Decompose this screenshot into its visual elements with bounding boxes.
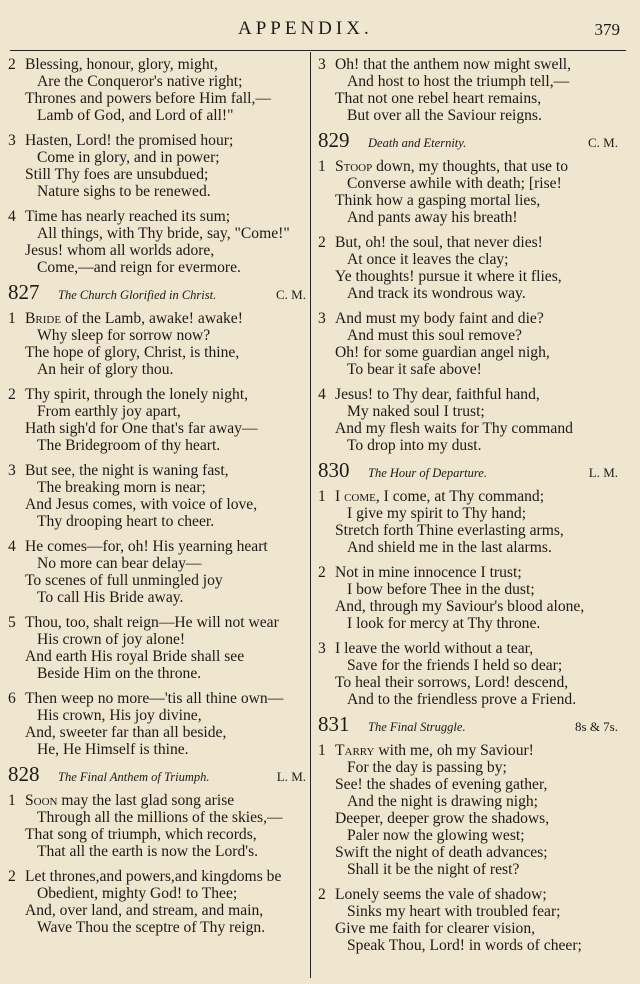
verse-first-word: I come bbox=[335, 488, 376, 505]
verse-line bbox=[318, 640, 618, 657]
hymn-heading bbox=[318, 128, 618, 152]
verse-text: All things, with Thy bride, say, "Come!" bbox=[37, 225, 290, 242]
verse-text: Thy spirit, through the lonely night, bbox=[25, 386, 249, 403]
hymn-meter: C. M. bbox=[588, 135, 618, 150]
page-header bbox=[0, 18, 640, 46]
verse-text: Obedient, mighty God! to Thee; bbox=[37, 885, 238, 902]
verse-line bbox=[8, 56, 306, 73]
stanza-number: 3 bbox=[318, 640, 326, 657]
verse-text: Give me faith for clearer vision, bbox=[335, 920, 536, 937]
verse-line bbox=[318, 920, 618, 937]
verse-line bbox=[318, 437, 618, 454]
header-rule bbox=[10, 50, 626, 51]
verse-first-word: Soon bbox=[25, 792, 58, 809]
stanza-number: 2 bbox=[8, 56, 16, 73]
verse-text: Blessing, honour, glory, might, bbox=[25, 56, 218, 73]
hymn-heading bbox=[318, 712, 618, 736]
verse-line bbox=[318, 903, 618, 920]
verse-line bbox=[318, 327, 618, 344]
verse-text: Are the Conqueror's native right; bbox=[37, 73, 243, 90]
hymn-number: 829 bbox=[318, 128, 350, 152]
stanza-number: 2 bbox=[318, 234, 326, 251]
verse-line bbox=[318, 505, 618, 522]
verse-text: Save for the friends I held so dear; bbox=[347, 657, 563, 674]
verse-text: with me, oh my Saviour! bbox=[374, 742, 534, 759]
verse-text: Lamb of God, and Lord of all!" bbox=[37, 107, 234, 124]
verse-text: Speak Thou, Lord! in words of cheer; bbox=[347, 937, 582, 954]
verse-line bbox=[318, 522, 618, 539]
verse-line bbox=[318, 827, 618, 844]
verse-text: may the last glad song arise bbox=[57, 792, 235, 809]
verse-line bbox=[318, 344, 618, 361]
verse-text: And Jesus comes, with voice of love, bbox=[25, 496, 258, 513]
verse-text: His crown, His joy divine, bbox=[37, 707, 202, 724]
verse-text: The hope of glory, Christ, is thine, bbox=[25, 344, 240, 361]
verse-line bbox=[318, 175, 618, 192]
verse-text: To scenes of full unmingled joy bbox=[25, 572, 223, 589]
verse-first-word: Bride bbox=[25, 310, 62, 327]
hymn-meter: 8s & 7s. bbox=[575, 719, 618, 734]
hymn-heading bbox=[8, 762, 306, 786]
verse-line bbox=[318, 251, 618, 268]
verse-text: Thy drooping heart to cheer. bbox=[37, 513, 215, 530]
verse-text: Wave Thou the sceptre of Thy reign. bbox=[37, 919, 266, 936]
verse-text: To drop into my dust. bbox=[347, 437, 482, 454]
verse-line bbox=[8, 614, 306, 631]
stanza bbox=[318, 234, 618, 302]
verse-text: He comes—for, oh! His yearning heart bbox=[25, 538, 268, 555]
verse-text: The breaking morn is near; bbox=[37, 479, 206, 496]
verse-text: That song of triumph, which records, bbox=[25, 826, 257, 843]
verse-text: And, through my Saviour's blood alone, bbox=[335, 598, 585, 615]
verse-text: No more can bear delay— bbox=[37, 555, 202, 572]
verse-text: See! the shades of evening gather, bbox=[335, 776, 548, 793]
hymn-heading bbox=[8, 280, 306, 304]
verse-text: To bear it safe above! bbox=[347, 361, 482, 378]
verse-line bbox=[318, 192, 618, 209]
verse-line bbox=[8, 868, 306, 885]
stanza-number: 3 bbox=[8, 132, 16, 149]
verse-line bbox=[8, 132, 306, 149]
verse-text: Deeper, deeper grow the shadows, bbox=[335, 810, 550, 827]
verse-text: Ye thoughts! pursue it where it flies, bbox=[335, 268, 562, 285]
hymn-meter: L. M. bbox=[276, 769, 306, 784]
verse-text: And pants away his breath! bbox=[347, 209, 518, 226]
verse-text: And to the friendless prove a Friend. bbox=[347, 691, 577, 708]
verse-text: I bow before Thee in the dust; bbox=[347, 581, 535, 598]
stanza bbox=[318, 158, 618, 226]
verse-text: He, He Himself is thine. bbox=[37, 741, 189, 758]
stanza-number: 6 bbox=[8, 690, 16, 707]
stanza-number: 2 bbox=[8, 868, 16, 885]
verse-line bbox=[318, 742, 618, 759]
stanza bbox=[318, 386, 618, 454]
verse-line bbox=[318, 674, 618, 691]
verse-line bbox=[8, 462, 306, 479]
verse-line bbox=[8, 403, 306, 420]
verse-text: An heir of glory thou. bbox=[37, 361, 174, 378]
verse-text: That all the earth is now the Lord's. bbox=[37, 843, 259, 860]
stanza bbox=[318, 742, 618, 878]
verse-line bbox=[318, 539, 618, 556]
stanza-number: 1 bbox=[318, 158, 326, 175]
verse-line bbox=[8, 648, 306, 665]
verse-line bbox=[8, 555, 306, 572]
stanza bbox=[318, 640, 618, 708]
verse-line bbox=[318, 90, 618, 107]
hymn-meter: L. M. bbox=[588, 465, 618, 480]
verse-line bbox=[8, 572, 306, 589]
stanza-number: 5 bbox=[8, 614, 16, 631]
verse-line bbox=[8, 843, 306, 860]
verse-line bbox=[8, 885, 306, 902]
verse-line bbox=[8, 242, 306, 259]
verse-line bbox=[318, 598, 618, 615]
verse-line bbox=[8, 631, 306, 648]
verse-line bbox=[8, 919, 306, 936]
verse-line bbox=[8, 259, 306, 276]
verse-line bbox=[8, 724, 306, 741]
verse-text: Through all the millions of the skies,— bbox=[37, 809, 283, 826]
verse-line bbox=[318, 564, 618, 581]
stanza bbox=[8, 132, 306, 200]
verse-text: To call His Bride away. bbox=[37, 589, 184, 606]
stanza-number: 1 bbox=[8, 310, 16, 327]
verse-text: Thrones and powers before Him fall,— bbox=[25, 90, 271, 107]
verse-line bbox=[8, 538, 306, 555]
verse-text: And, sweeter far than all beside, bbox=[25, 724, 227, 741]
stanza-number: 4 bbox=[318, 386, 326, 403]
verse-text: Time has nearly reached its sum; bbox=[25, 208, 231, 225]
verse-text: Paler now the glowing west; bbox=[347, 827, 525, 844]
hymn-title: Death and Eternity. bbox=[368, 136, 467, 150]
verse-line bbox=[8, 902, 306, 919]
stanza bbox=[318, 310, 618, 378]
verse-line bbox=[8, 513, 306, 530]
verse-line bbox=[8, 690, 306, 707]
verse-text: For the day is passing by; bbox=[347, 759, 507, 776]
stanza-number: 3 bbox=[318, 310, 326, 327]
verse-text: And track its wondrous way. bbox=[347, 285, 526, 302]
verse-text: And the night is drawing nigh; bbox=[347, 793, 539, 810]
verse-line bbox=[318, 209, 618, 226]
left-column bbox=[8, 56, 306, 944]
stanza bbox=[8, 538, 306, 606]
verse-text: Converse awhile with death; [rise! bbox=[347, 175, 562, 192]
verse-line bbox=[8, 479, 306, 496]
right-column bbox=[318, 56, 618, 962]
stanza-number: 2 bbox=[318, 886, 326, 903]
verse-text: down, my thoughts, that use to bbox=[372, 158, 568, 175]
verse-text: My naked soul I trust; bbox=[347, 403, 485, 420]
hymn-heading bbox=[318, 458, 618, 482]
verse-line bbox=[318, 759, 618, 776]
stanza bbox=[8, 614, 306, 682]
verse-text: And earth His royal Bride shall see bbox=[25, 648, 245, 665]
verse-first-word: Tarry bbox=[335, 742, 375, 759]
verse-text: And must this soul remove? bbox=[347, 327, 522, 344]
stanza-number: 1 bbox=[318, 488, 326, 505]
verse-line bbox=[8, 149, 306, 166]
verse-text: But see, the night is waning fast, bbox=[25, 462, 229, 479]
hymn-meter: C. M. bbox=[276, 287, 306, 302]
verse-line bbox=[318, 158, 618, 175]
verse-line bbox=[318, 56, 618, 73]
verse-line bbox=[8, 741, 306, 758]
verse-line bbox=[318, 581, 618, 598]
hymn-number: 830 bbox=[318, 458, 350, 482]
verse-text: I give my spirit to Thy hand; bbox=[347, 505, 527, 522]
verse-text: Come in glory, and in power; bbox=[37, 149, 220, 166]
verse-line bbox=[318, 361, 618, 378]
verse-line bbox=[318, 310, 618, 327]
verse-text: Sinks my heart with troubled fear; bbox=[347, 903, 561, 920]
verse-text: And, over land, and stream, and main, bbox=[25, 902, 264, 919]
verse-line bbox=[318, 403, 618, 420]
verse-text: Hath sigh'd for One that's far away— bbox=[25, 420, 258, 437]
verse-line bbox=[318, 691, 618, 708]
verse-line bbox=[318, 810, 618, 827]
verse-text: Come,—and reign for evermore. bbox=[37, 259, 241, 276]
verse-text: Let thrones,and powers,and kingdoms be bbox=[25, 868, 282, 885]
verse-line bbox=[8, 589, 306, 606]
verse-line bbox=[8, 208, 306, 225]
verse-line bbox=[8, 496, 306, 513]
verse-text: His crown of joy alone! bbox=[37, 631, 186, 648]
verse-text: I look for mercy at Thy throne. bbox=[347, 615, 541, 632]
verse-text: Not in mine innocence I trust; bbox=[335, 564, 522, 581]
stanza-number: 4 bbox=[8, 208, 16, 225]
stanza-number: 1 bbox=[318, 742, 326, 759]
verse-text: Beside Him on the throne. bbox=[37, 665, 202, 682]
verse-line bbox=[8, 665, 306, 682]
verse-line bbox=[8, 73, 306, 90]
stanza bbox=[8, 792, 306, 860]
verse-text: But over all the Saviour reigns. bbox=[347, 107, 542, 124]
verse-line bbox=[318, 776, 618, 793]
verse-text: Nature sighs to be renewed. bbox=[37, 183, 211, 200]
column-divider bbox=[310, 52, 311, 978]
hymn-number: 831 bbox=[318, 712, 350, 736]
verse-line bbox=[8, 361, 306, 378]
hymn-title: The Church Glorified in Christ. bbox=[58, 288, 217, 302]
verse-line bbox=[318, 420, 618, 437]
verse-text: Think how a gasping mortal lies, bbox=[335, 192, 541, 209]
hymn-number: 828 bbox=[8, 762, 40, 786]
verse-text: The Bridegroom of thy heart. bbox=[37, 437, 221, 454]
verse-line bbox=[8, 310, 306, 327]
verse-line bbox=[318, 386, 618, 403]
verse-line bbox=[8, 437, 306, 454]
verse-text: From earthly joy apart, bbox=[37, 403, 181, 420]
verse-text: Lonely seems the vale of shadow; bbox=[335, 886, 547, 903]
verse-line bbox=[318, 793, 618, 810]
stanza bbox=[8, 462, 306, 530]
verse-line bbox=[318, 234, 618, 251]
verse-text: Stretch forth Thine everlasting arms, bbox=[335, 522, 564, 539]
verse-line bbox=[8, 344, 306, 361]
stanza-number: 2 bbox=[318, 564, 326, 581]
verse-text: Hasten, Lord! the promised hour; bbox=[25, 132, 234, 149]
verse-text: Shall it be the night of rest? bbox=[347, 861, 520, 878]
stanza bbox=[8, 56, 306, 124]
stanza bbox=[318, 564, 618, 632]
verse-text: Thou, too, shalt reign—He will not wear bbox=[25, 614, 279, 631]
verse-line bbox=[8, 420, 306, 437]
hymn-title: The Final Anthem of Triumph. bbox=[58, 770, 210, 784]
stanza bbox=[318, 488, 618, 556]
stanza-number: 1 bbox=[8, 792, 16, 809]
verse-line bbox=[8, 107, 306, 124]
verse-text: I leave the world without a tear, bbox=[335, 640, 534, 657]
hymn-number: 827 bbox=[8, 280, 40, 304]
verse-line bbox=[8, 183, 306, 200]
verse-line bbox=[8, 792, 306, 809]
page-number: 379 bbox=[594, 20, 620, 39]
stanza bbox=[318, 886, 618, 954]
stanza-number: 3 bbox=[318, 56, 326, 73]
verse-text: Swift the night of death advances; bbox=[335, 844, 548, 861]
verse-text: Still Thy foes are unsubdued; bbox=[25, 166, 209, 183]
verse-text: Oh! that the anthem now might swell, bbox=[335, 56, 572, 73]
hymn-title: The Final Struggle. bbox=[368, 720, 466, 734]
verse-line bbox=[8, 386, 306, 403]
verse-line bbox=[318, 886, 618, 903]
stanza bbox=[8, 208, 306, 276]
verse-line bbox=[318, 937, 618, 954]
verse-line bbox=[8, 826, 306, 843]
verse-text: Oh! for some guardian angel nigh, bbox=[335, 344, 550, 361]
stanza-number: 3 bbox=[8, 462, 16, 479]
verse-text: And host to host the triumph tell,— bbox=[347, 73, 570, 90]
verse-text: At once it leaves the clay; bbox=[347, 251, 509, 268]
verse-text: And shield me in the last alarms. bbox=[347, 539, 552, 556]
verse-line bbox=[8, 707, 306, 724]
stanza-number: 4 bbox=[8, 538, 16, 555]
verse-text: That not one rebel heart remains, bbox=[335, 90, 542, 107]
verse-line bbox=[318, 861, 618, 878]
verse-text: Jesus! whom all worlds adore, bbox=[25, 242, 215, 259]
verse-text: But, oh! the soul, that never dies! bbox=[335, 234, 543, 251]
verse-text: To heal their sorrows, Lord! descend, bbox=[335, 674, 569, 691]
hymn-title: The Hour of Departure. bbox=[368, 466, 487, 480]
stanza bbox=[318, 56, 618, 124]
verse-text: And must my body faint and die? bbox=[335, 310, 544, 327]
verse-line bbox=[8, 225, 306, 242]
verse-line bbox=[8, 327, 306, 344]
verse-line bbox=[318, 615, 618, 632]
verse-line bbox=[8, 809, 306, 826]
verse-first-word: Stoop bbox=[335, 158, 373, 175]
verse-text: Then weep no more—'tis all thine own— bbox=[25, 690, 284, 707]
verse-line bbox=[318, 268, 618, 285]
verse-text: And my flesh waits for Thy command bbox=[335, 420, 573, 437]
verse-text: , I come, at Thy command; bbox=[375, 488, 545, 505]
stanza-number: 2 bbox=[8, 386, 16, 403]
verse-line bbox=[8, 166, 306, 183]
verse-text: Jesus! to Thy dear, faithful hand, bbox=[335, 386, 540, 403]
verse-text: Why sleep for sorrow now? bbox=[37, 327, 211, 344]
verse-line bbox=[318, 657, 618, 674]
verse-line bbox=[8, 90, 306, 107]
verse-line bbox=[318, 488, 618, 505]
stanza bbox=[8, 386, 306, 454]
verse-line bbox=[318, 73, 618, 90]
verse-line bbox=[318, 285, 618, 302]
verse-line bbox=[318, 107, 618, 124]
stanza bbox=[8, 868, 306, 936]
verse-text: of the Lamb, awake! awake! bbox=[61, 310, 243, 327]
running-head: APPENDIX. bbox=[238, 18, 373, 39]
verse-line bbox=[318, 844, 618, 861]
stanza bbox=[8, 310, 306, 378]
stanza bbox=[8, 690, 306, 758]
